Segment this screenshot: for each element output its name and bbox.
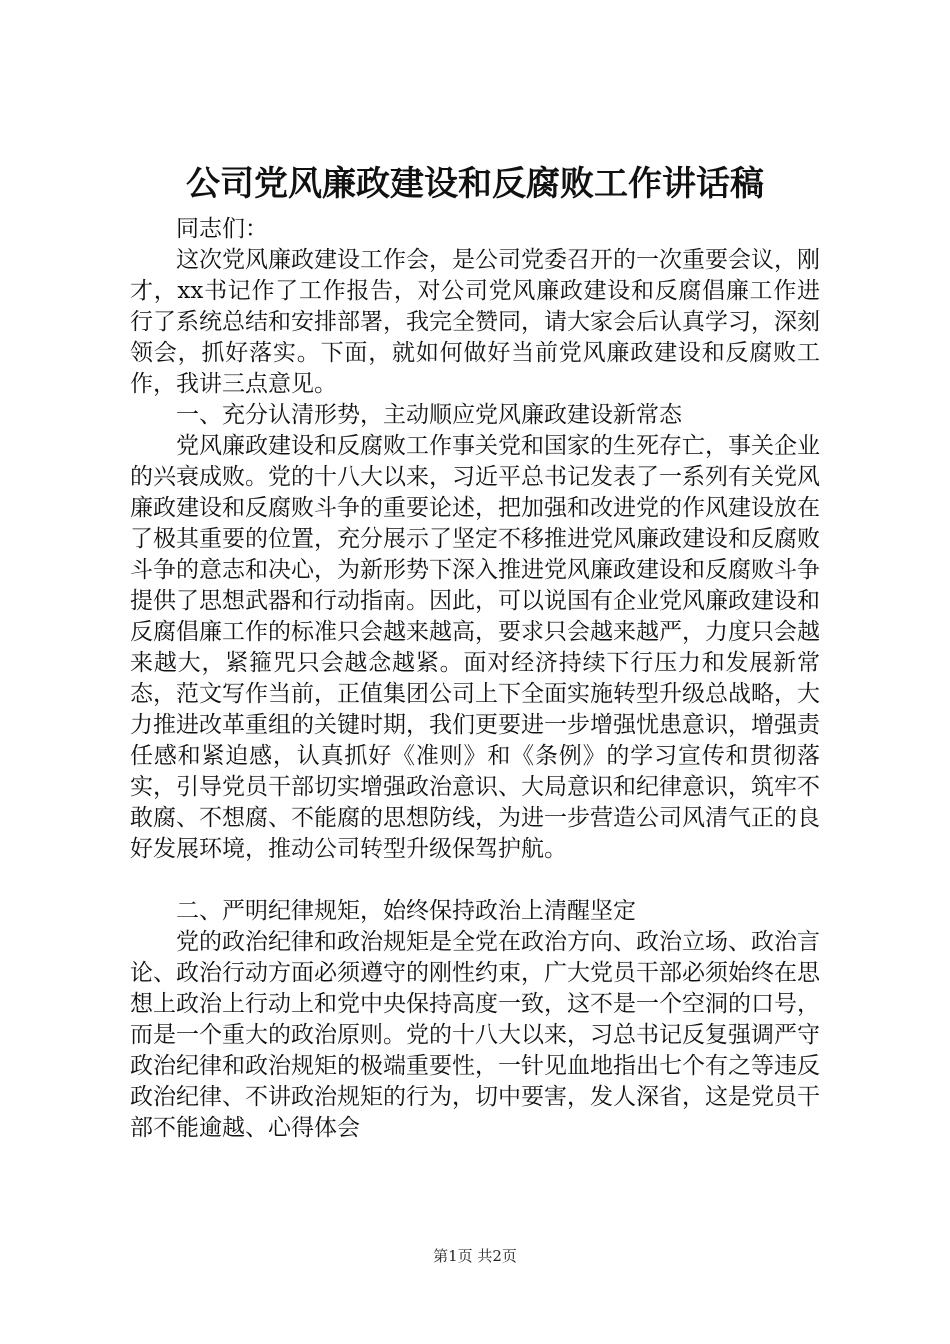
page-number-footer: 第1页 共2页 bbox=[433, 1247, 517, 1265]
document-body bbox=[130, 214, 820, 1144]
salutation: 同志们： bbox=[176, 216, 268, 242]
paragraph-gap bbox=[130, 865, 820, 896]
document-title: 公司党风廉政建设和反腐败工作讲话稿 bbox=[186, 164, 764, 204]
intro-paragraph: 这次党风廉政建设工作会，是公司党委召开的一次重要会议，刚才，xx书记作了工作报告，对公司党风廉政建设和反腐倡廉工作进行了系统总结和安排部署，我完全赞同，请大家会后认真学习，深刻领会，抓好落实。下面，就如何做好当前党风廉政建设和反腐败工作，我讲三点意见。 bbox=[130, 247, 820, 397]
section-2-paragraph: 党的政治纪律和政治规矩是全党在政治方向、政治立场、政治言论、政治行动方面必须遵守的刚性约束，广大党员干部必须始终在思想上政治上行动上和党中央保持高度一致，这不是一个空洞的口号，而是一个重大的政治原则。党的十八大以来，习总书记反复强调严守政治纪律和政治规矩的极端重要性，一针见血地指出七个有之等违反政治纪律、不讲政治规矩的行为，切中要害，发人深省，这是党员干部不能逾越、心得体会 bbox=[130, 929, 820, 1141]
section-1-paragraph: 党风廉政建设和反腐败工作事关党和国家的生死存亡，事关企业的兴衰成败。党的十八大以来，习近平总书记发表了一系列有关党风廉政建设和反腐败斗争的重要论述，把加强和改进党的作风建设放在了极其重要的位置，充分展示了坚定不移推进党风廉政建设和反腐败斗争的意志和决心，为新形势下深入推进党风廉政建设和反腐败斗争提供了思想武器和行动指南。因此，可以说国有企业党风廉政建设和反腐倡廉工作的标准只会越来越高，要求只会越来越严，力度只会越来越大，紧箍咒只会越念越紧。面对经济持续下行压力和发展新常态，范文写作当前，正值集团公司上下全面实施转型升级总战略，大力推进改革重组的关键时期，我们更要进一步增强忧患意识，增强责任感和紧迫感，认真抓好《准则》和《条例》的学习宣传和贯彻落实，引导党员干部切实增强政治意识、大局意识和纪律意识，筑牢不敢腐、不想腐、不能腐的思想防线，为进一步营造公司风清气正的良好发展环境，推动公司转型升级保驾护航。 bbox=[130, 433, 820, 862]
section-heading-2: 二、严明纪律规矩，始终保持政治上清醒坚定 bbox=[176, 898, 636, 924]
section-heading-1: 一、充分认清形势，主动顺应党风廉政建设新常态 bbox=[176, 402, 682, 428]
